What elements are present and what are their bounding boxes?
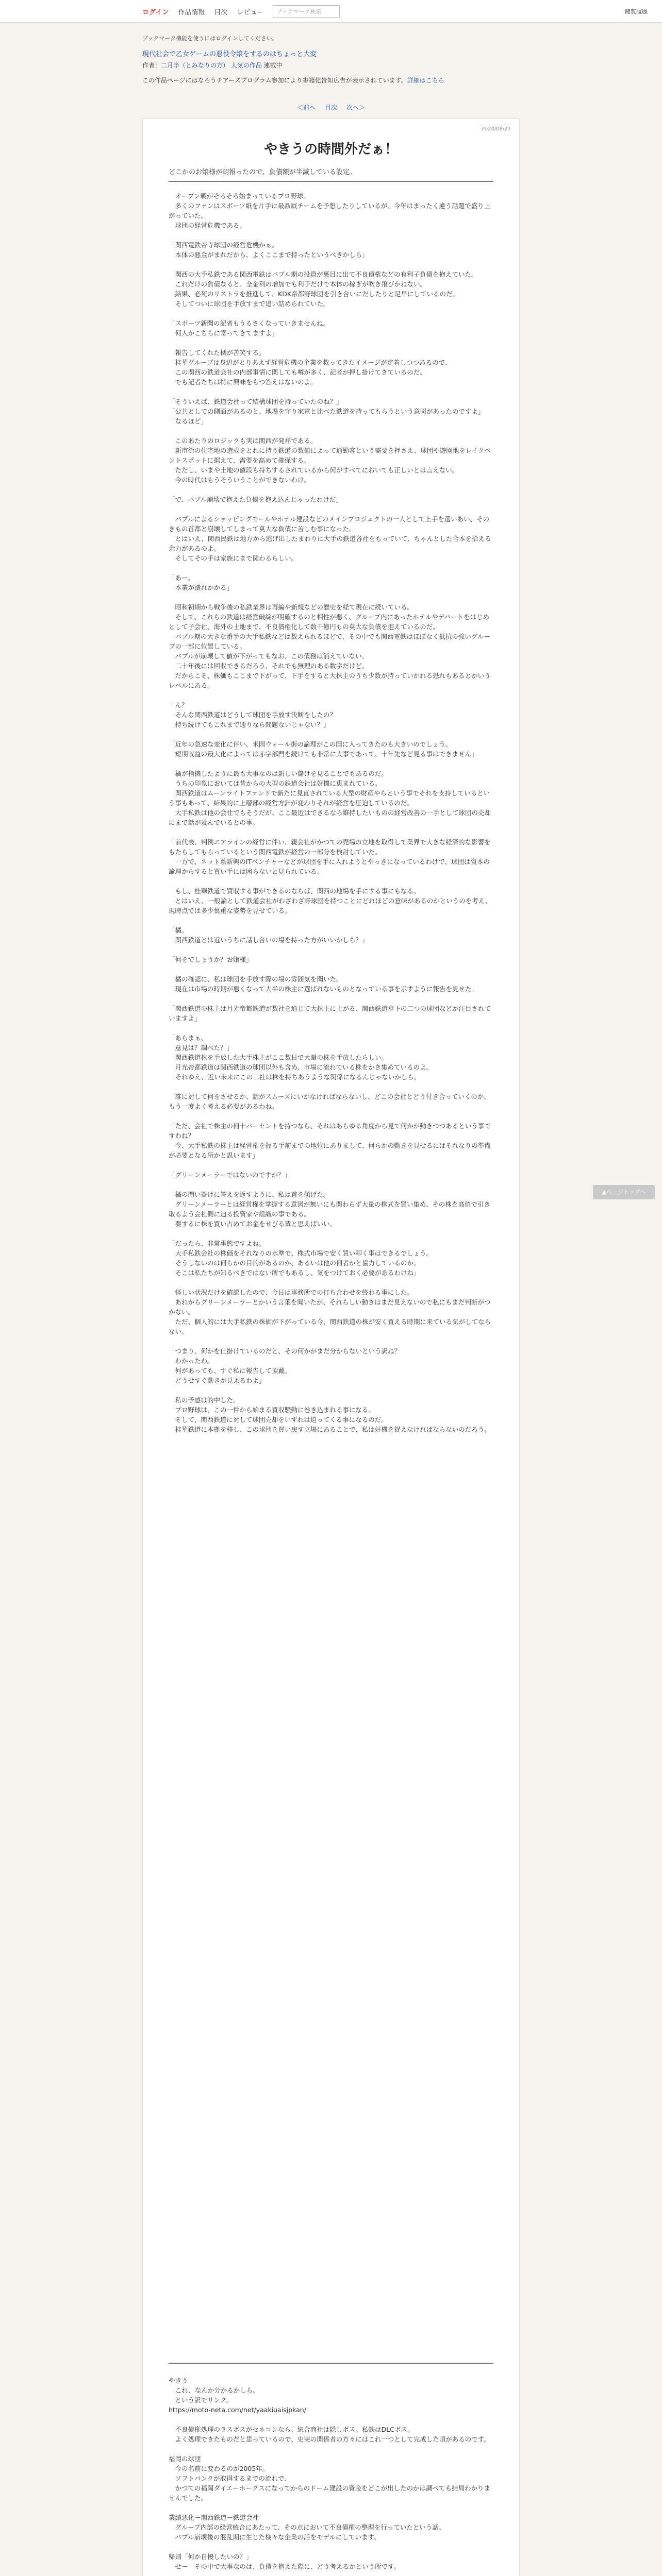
afterword: やきう これ、なんか分かるかしら。 という訳でリンク。 https://moto-neta.com/net/yaakiuaisjpkan/ 不良債権処理のラスボスがセネコンなら、総合商社は隠しボス。私鉄はDLCボス。 よく処理できたものだと思っているので、史実の関係者の方々にはこれ一つとして完成した頃があるのです。 福岡の球団 今の名前に変わるのが2005年。 ソフトバンクが取得するまでの流れで、 かつての福岡ダイエーホークスになってからのドーム建設の資金をどこが出したのかは調べても結局わかりませんでした。 業績悪化ー関西鉄道ー鉄道会社 グループ内部の経営統合にあたって、その点において不良債権の整理を行っていたという話。 バブル崩壊後の混乱期に生じた様々な企業の話をモデルにしています。 帰則「何か自慢したいの？」 せー その中で大事なのは、負債を抱えた際に、どう考えるかという所です。 [169,2377,491,2570]
login-link[interactable]: ログイン [142,8,169,16]
next-link[interactable]: 次へ＞ [346,104,366,111]
nav-toc[interactable]: 目次 [214,8,228,16]
published-date: 2024/08/21 [481,126,511,132]
history-link[interactable]: 閲覧履歴 [625,8,648,15]
work-title-link[interactable]: 現代社会で乙女ゲームの悪役令嬢をするのはちょっと大変 [142,50,317,58]
top-pager [142,103,520,112]
floating-tab[interactable]: ▲ページトップへ [593,1185,655,1199]
toc-link[interactable]: 目次 [324,104,337,111]
ad-note-text: この作品ページにはなろうチアーズプログラム参加により書籍化告知広告が表示されています。 [142,77,407,84]
serial-status: 連載中 [263,62,283,69]
prev-link[interactable]: ＜前へ [296,104,316,111]
author-line [142,61,520,70]
top-bar [0,0,662,23]
page-header [142,23,520,112]
episode-card [142,118,520,2576]
nav-review[interactable]: レビュー [237,8,264,16]
author-link[interactable]: 二月半（とみなりの方） 人気の作品 [161,62,262,69]
ad-note [142,76,520,84]
author-prefix: 作者： [142,62,161,69]
divider [169,2363,493,2364]
work-title[interactable] [142,49,520,59]
login-notice: ブックマーク機能を使うにはログインしてください。 [142,35,278,42]
nav-work-info[interactable]: 作品情報 [178,8,205,16]
episode-body: オープン戦がそろそろ始まっているプロ野球。 多くのファンはスポーツ紙を片手に最贔屓チームを予想したりしているが、今年はまったく違う話題で盛り上がっていた。 球団の経営危機である。 「関西電鉄帝寺球団の経営危機かぁ。 本体の悪金がまれだから、よくここまで持ったというべきかしら」 関西の大手私鉄である関西電鉄はバブル期の投資が裏目に出て不良債権などの有利子負債を抱えていた。 これだけの負債なると、全金利の増加でも利子だけで本体の稼ぎが吹き飛びかねない。 結果、必死のリストラを推進して、KDK帝都野球団を引き合いにだしたりと足早にしているのだ。 そしてついに球団を手放すまで追い詰められていた。 「スポーツ新聞の記者もうるさくなっていきませんね。 何人かこちらに寄ってきてますよ」 報告してくれた橘が苦笑する。 桂華グループは身辺がとりあえず経営危機の企業を救ってきたイメージが定着しつつあるので、 この関西の鉄道会社の内部事情に関しても噂が多く、記者が押し掛けてきているのだ。 でも記者たちは特に興味をもつ答えはないのよ。 「そういえば、鉄道会社って結構球団を持っていたのね？」 「公共としての側面があるのと、地場を守り家電と比べた鉄道を持ってもらうという意図があったのですよ」 「なるほど」 このあたりのロジックも実は関西が発祥である。 新市街の住宅地の造成をとれに持う鉄道の数値によって通勤客という需要を押さえ、球団や遊園地をレイクベントスポットに据えて、需要を高めて確保する。 ただし、いまや土地の値段も持ちするされているから何がすべてにおいても正しいとは言えない。 今の時代はもうそういうことができないわけ。 「で、バブル崩壊で抱えた負債を抱え込んじゃったわけだ」 バブルによるショッピングモールやホテル建設などのメインプロジェクトの一人として上手を選いあい、そのきもの首都と崩壊してしまって莫大な負債に苦しむ事になった。 とはいえ、関西民鉄は地方から逃げ出したまわりに大手の鉄道各社をもっていて、ちゃんとした合本を拾える余力があるのよ。 そしてその手は家族にまで関わるらしい。 「あー。 本業が潰れかかる」 昭和初期から戦争後の私鉄業界は再編や新規などの歴史を経て現在に続いている。 そして、これらの鉄道は経営破綻が明確するのと相性が悪く、グループ内にあったホテルやデパートをはじめとして子会社、海外の土地まで、不良債権化して数千億円もの莫大な負債を抱えているのだ。 バブル期の大きな番手の大手私鉄などは数えられるほどで、その中でも関西電鉄はほぼなく抵抗の強いグループの一部に位置している。 バブルが崩壊して値が下がってもなお、この債務は消えていない。 二十年後には回収できるだろう、それでも無理のある数字だけど。 だからこそ、株価もここまで下がって、下手をすると大株主のうち少数が持っていかれる恐れもあるとかいうレベルにある。 「ん？ そんな関西鉄道はどうして球団を手放す決断をしたの？ 持ち続けてもこれまで通りなら問題ないじゃない？」 「近年の急速な変化に伴い、米国ウォール街の論理がこの国に入ってきたのも大きいのでしょう。 短期収益の最大化によっては赤字部門を続けても非常に大事であって、十年先など見る事はできません」 橘が指摘したように最も大事なのは新しい儲けを見ることでもあるのだ。 うちの印象においては昔からの大型の鉄道会社は好機に恵まれている。 関西鉄道はムーンライトファンドで新たに見直されている大型の財産やらという事でそれを支持しているという事もあって、結果的に上層部の経営方針が変わりそれが経営を圧迫しているのだ。 大手私鉄は他の会社でもそうだが、ここ最近はできるなら維持したいものの経営改善の一手として球団の売却にまで話が及んでいるとの事。 「前代表、判例エアラインの経営に伴い、親会社がかつての売場の立地を取得して業界で大きな経済的な影響をもたらしてもらっているという関西電鉄が経営の一部分を検討していた。 一方で、ネット系新興のITベンチャーなどが球団を手に入れようとやっきになっているわけで、球団は資本の論理からすると買い手には困らないと見られている。 もし、桂華鉄道で買収する事ができるのならば、関西の地場を手にする事にもなる。 とはいえ、一般論として鉄道会社がわざわざ野球団を持つことにどれほどの意味があるのかというのを考え、現時点では多少慎重な姿勢を見せている。 「橘。 関西鉄道とは近いうちに話し合いの場を持った方がいいかしら？」 「何をでしょうか？お嬢様」 橘の確認に、私は球団を手放す際の場の雰囲気を聞いた。 現在は市場の時期が悪くなって大半の株主に選ばれないものとなっている事を示すように報告を見せた。 「関西鉄道の株主は月光帝都鉄道が数社を通じて大株主に上がる、関西鉄道傘下の二つの球団などが注目されていますよ」 「あらまぁ、 意見は？調べた？」 関西鉄道株を手放した大手株主がここ数日で大量の株を手放したらしい。 月光帝都鉄道は関西鉄道の球団以外も含め、市場に流れている株をかき集めているのよ。 それゆえ、近い未来にこの二社は株を持ちあうような関係になるんじゃないかしら。 誰に対して何をさせるか、話がスムーズにいかなければならないし、どこの会社とどう付き合っていくのか、もう一度よく考える必要があるわね。 「ただ、会社で株主の何十パーセントを持つなら、それはあらゆる角度から見て何かが動きつつあるという事ですわね？ 今、大手私鉄の株主は経営権を握る手前までの地位にありまして、何らかの動きを見せるにはそれなりの準備が必要となる所かと思います」 「グリーンメーラーではないのですか？」 橘の問い掛けに答えを返すように、私は首を傾げた。 グリーンメーラーとは経営権を掌握する意図が無いにも関わらず大量の株式を買い集め、その株を高値で引き取るよう会社側に迫る投資家や組織の事である。 要するに株を買い占めてお金をせびる輩と思えばいい。 「だったら、非常事態ですよね。 大手私鉄会社の株価をそれなりの水準で、株式市場で安く買い叩く事はできるでしょう。 そうしないのは何らかの目的があるのか、あるいは他の何者かと協力しているのか。 そこは私たちが知るべきではない所でもあるし、気をつけておく必要があるわけね」 怪しい状況だけを確認したので、今日は事務所での打ち合わせを終わる事にした。 あれからグリーンメーラーとかいう言葉を聞いたが、それらしい動きはまだ見えないので私にもまだ判断がつかない。 ただ、個人的には大手私鉄の株価が下がっている今、関西鉄道の株が安く買える時期に来ている気がしてならない。 「つまり、何かを仕掛けているのだと、その何かがまだ分からないという訳ね？ わかったわ。 何があっても、すぐ私に報告して頂戴。 どうせすぐ動きが見えるわよ」 私の予感は的中した。 プロ野球は、この一件から始まる買収騒動に巻き込まれる事になる。 そして、関西鉄道に対して球団売却をいずれは迫ってくる事になるのだ。 桂華鉄道に本拠を移し、この球団を買い戻す立場にあることで、私は好機を捉えなければならないのだろう。 [169,192,492,1433]
ad-detail-link[interactable]: 詳細はこちら [407,77,444,84]
episode-title: やきうの時間外だぁ！ [263,142,398,157]
bookmark-search-input[interactable]: ブックマーク検索 [273,5,340,18]
divider [169,181,493,182]
episode-lead: どこかのお嬢様が朗報ったので、負債額が半減している設定。 [169,168,356,176]
